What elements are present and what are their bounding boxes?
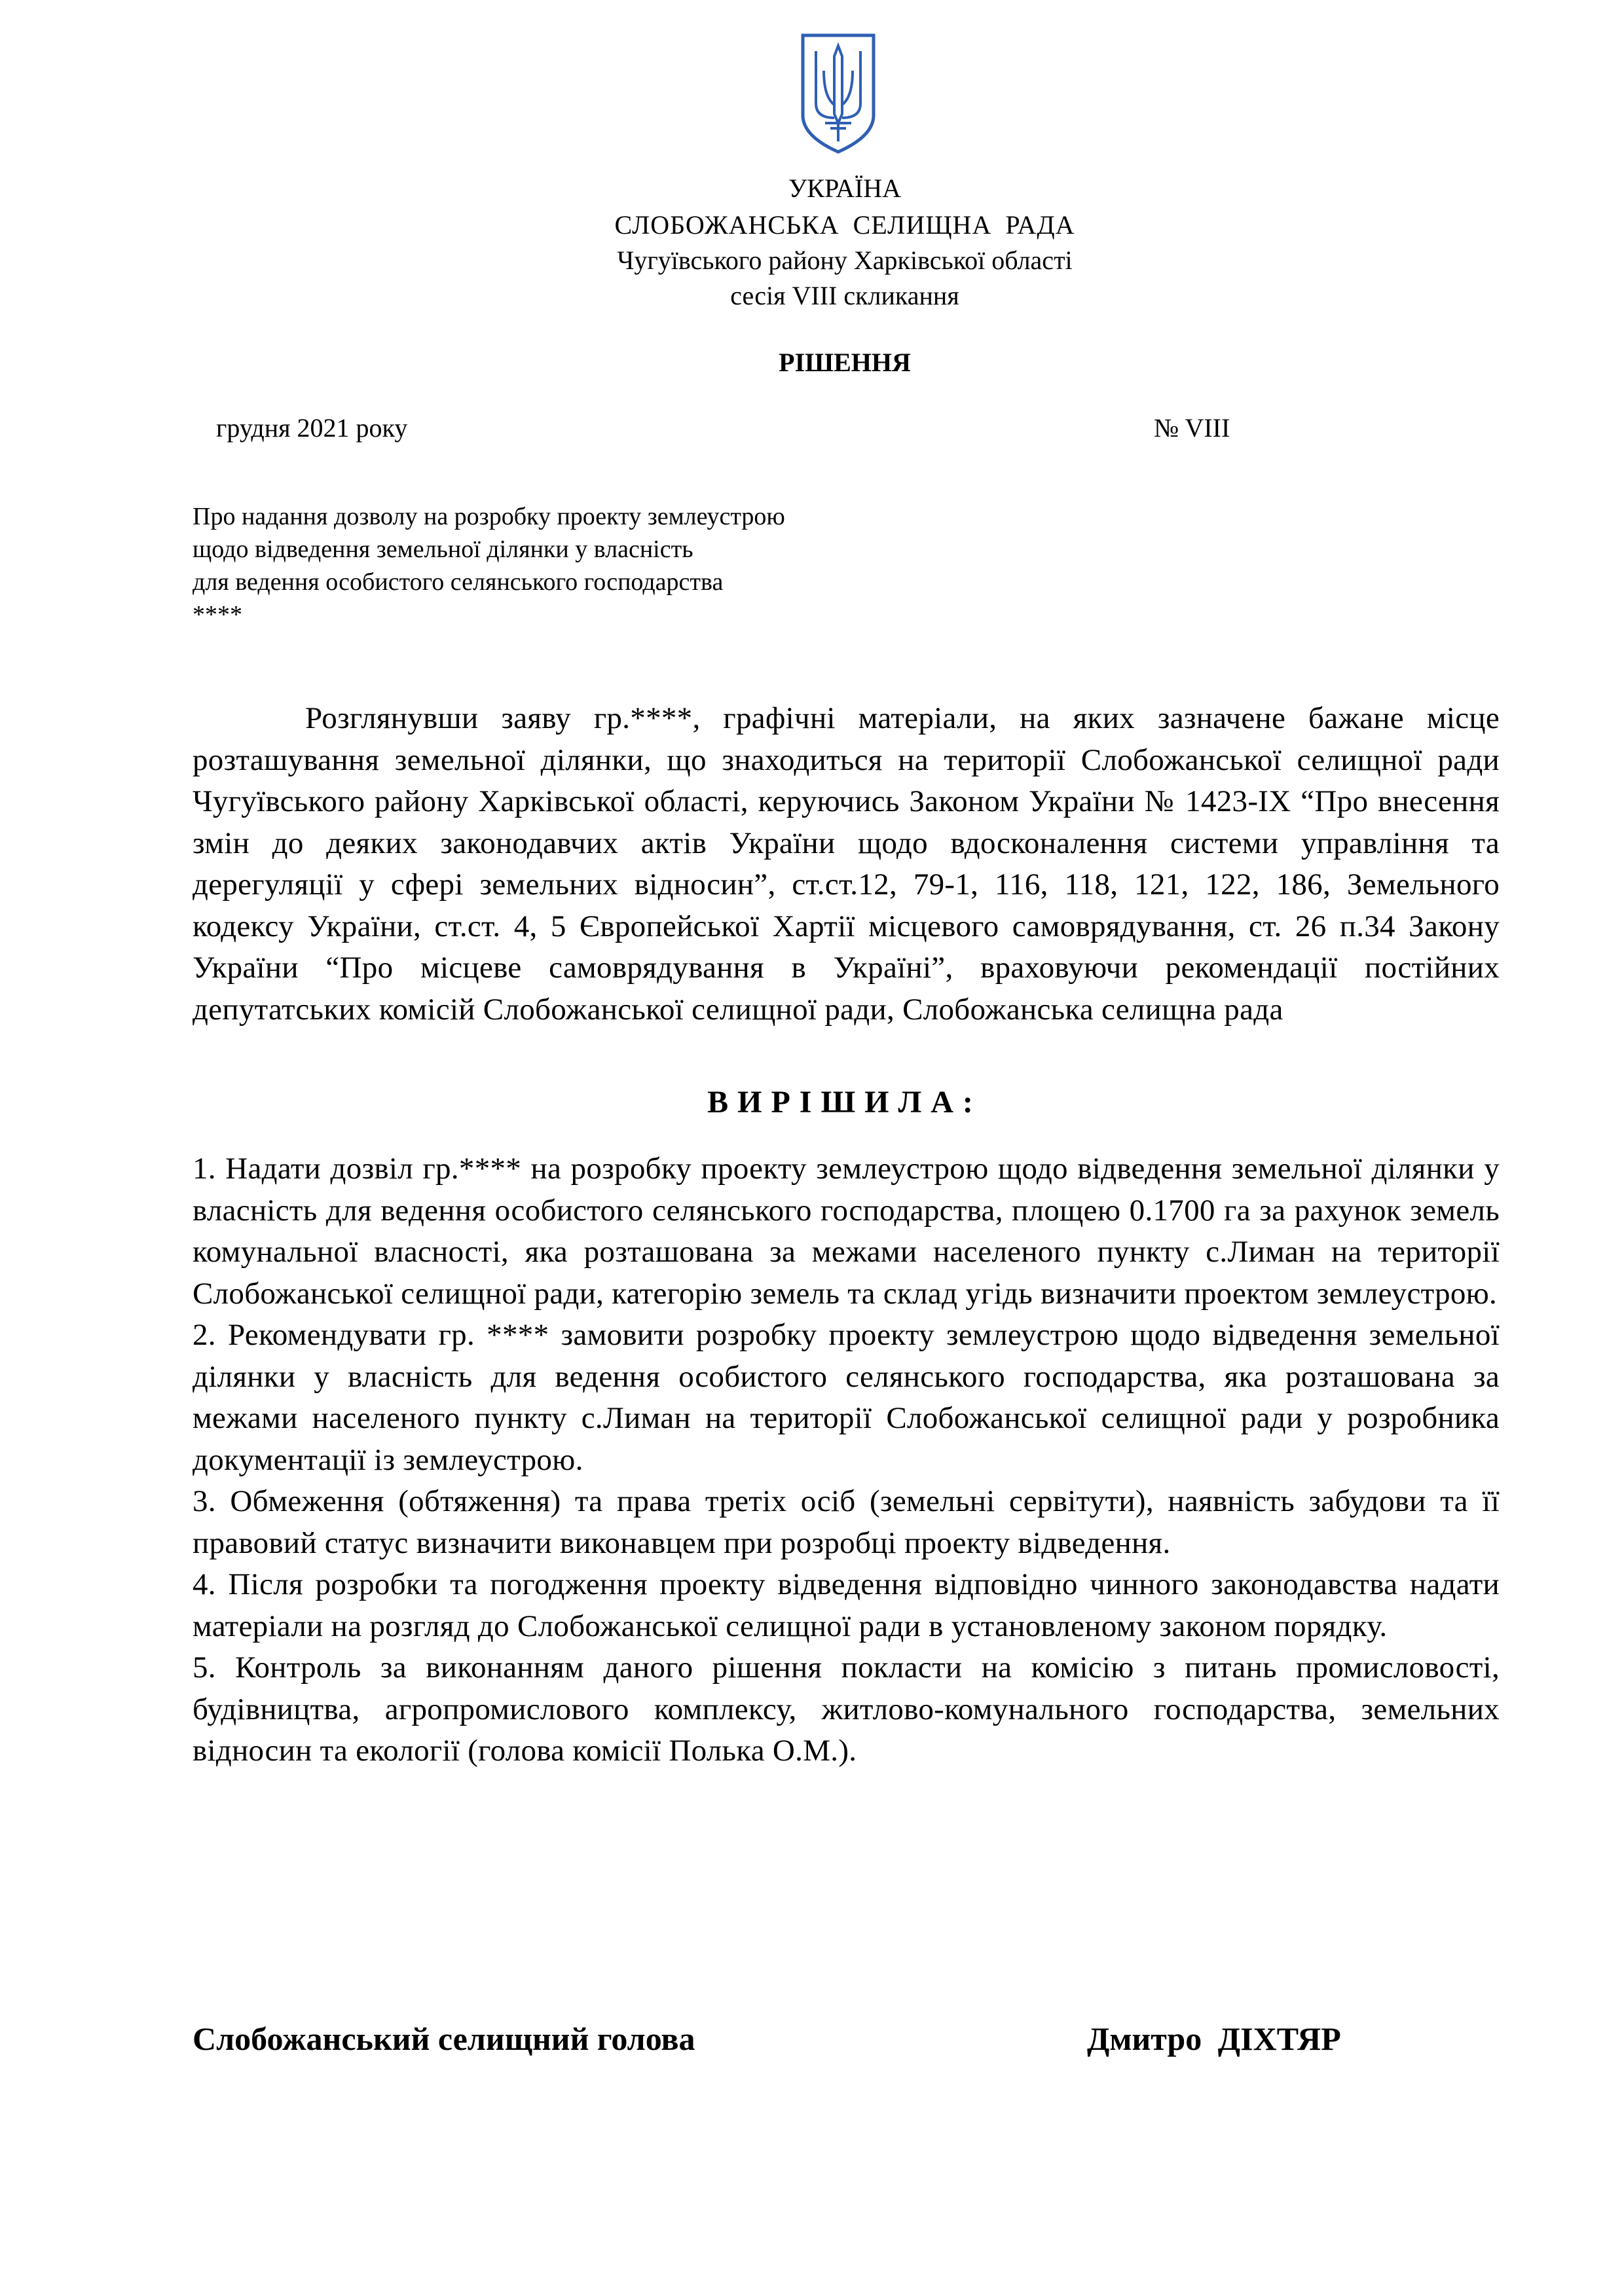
resolved-heading: ВИРІШИЛА:: [707, 1085, 982, 1120]
decision-date: грудня 2021 року: [216, 413, 408, 443]
header-council: СЛОБОЖАНСЬКА СЕЛИЩНА РАДА: [614, 210, 1075, 240]
decision-item-1: 1. Надати дозвіл гр.**** на розробку проекту землеустрою щодо відведення земельної ділянки у власність для ведення особистого селянського господарства, площею 0.1700 га за рахунок земель комунальної власності, яка розташована за межами населеного пункту с.Лиман на території Слобожанської селищної ради, категорію земель та склад угідь визначити проектом землеустрою.: [193, 1152, 1500, 1311]
signature-title: Слобожанський селищний голова: [193, 2020, 695, 2057]
preamble-paragraph: Розглянувши заяву гр.****, графічні матеріали, на яких зазначене бажане місце розташування земельної ділянки, що знаходиться на території Слобожанської селищної ради Чугуївського району Харківської області, керуючись Законом України № 1423-IX “Про внесення змін до деяких законодавчих актів України щодо вдосконалення системи управління та дерегуляції у сфері земельних відносин”, ст.ст.12, 79-1, 116, 118, 121, 122, 186, Земельного кодексу України, ст.ст. 4, 5 Європейської Хартії місцевого самоврядування, ст. 26 п.34 Закону України “Про місцеве самоврядування в Україні”, враховуючи рекомендації постійних депутатських комісій Слобожанської селищної ради, Слобожанська селищна рада: [193, 701, 1500, 1027]
signature-name: Дмитро ДІХТЯР: [1087, 2020, 1341, 2057]
decision-title: РІШЕННЯ: [779, 348, 911, 377]
decision-item-2: 2. Рекомендувати гр. **** замовити розробку проекту землеустрою щодо відведення земельної ділянки у власність для ведення особистого селянського господарства, яка розташована за межами населеного пункту с.Лиман на території Слобожанської селищної ради у розробника документації із землеустрою.: [193, 1318, 1500, 1477]
decision-items: [193, 1148, 1500, 1772]
header-session: сесія VIII скликання: [730, 281, 959, 310]
header-district: Чугуївського району Харківської області: [617, 246, 1073, 275]
decision-item-5: 5. Контроль за виконанням даного рішення покласти на комісію з питань промисловості, будівництва, агропромислового комплексу, житлово-комунального господарства, земельних відносин та екології (голова комісії Полька О.М.).: [193, 1650, 1500, 1768]
subject-line-2: щодо відведення земельної ділянки у власність: [193, 536, 693, 563]
coat-of-arms-icon: [799, 31, 877, 156]
subject-line-4: ****: [193, 601, 242, 629]
subject-line-1: Про надання дозволу на розробку проекту землеустрою: [193, 503, 785, 530]
subject-line-3: для ведення особистого селянського господарства: [193, 568, 724, 596]
decision-item-3: 3. Обмеження (обтяження) та права третіх осіб (земельні сервітути), наявність забудови та її правовий статус визначити виконавцем при розробці проекту відведення.: [193, 1484, 1500, 1560]
decision-number: № VIII: [1154, 413, 1230, 443]
header-country: УКРАЇНА: [788, 173, 902, 203]
decision-item-4: 4. Після розробки та погодження проекту відведення відповідно чинного законодавства надати матеріали на розгляд до Слобожанської селищної ради в установленому законом порядку.: [193, 1567, 1500, 1643]
decision-subject: [193, 500, 1175, 631]
